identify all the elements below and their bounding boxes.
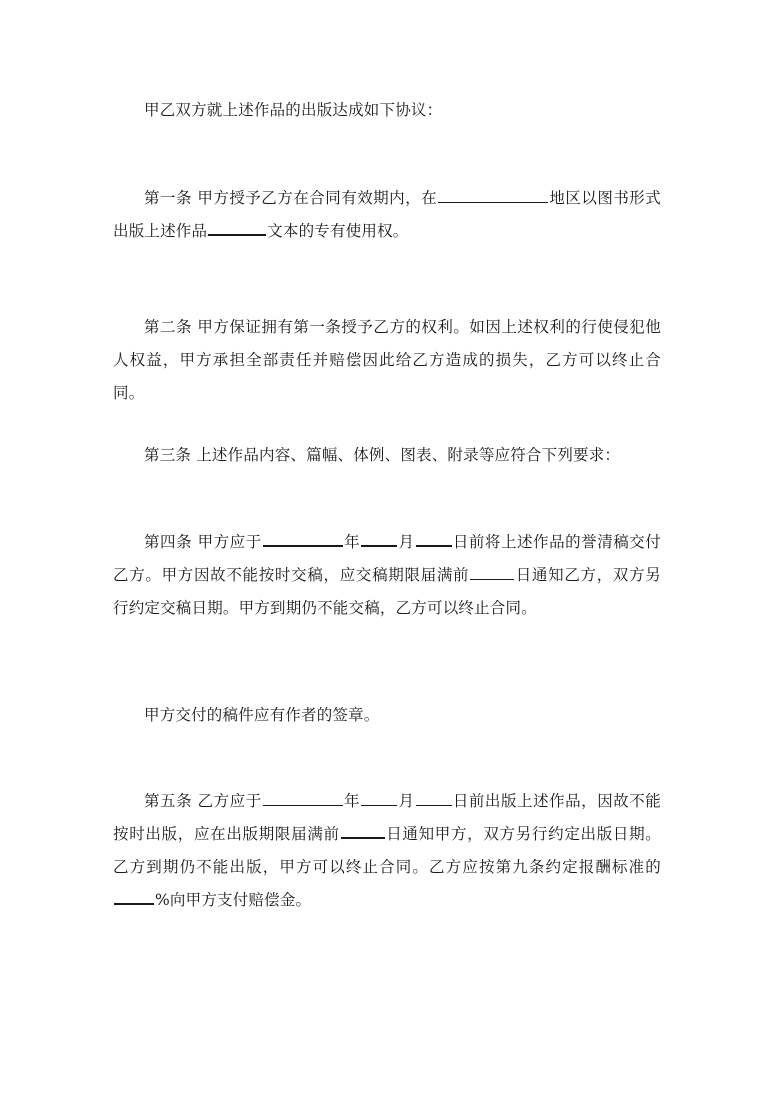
delivery-month-blank (361, 530, 397, 547)
delivery-day-blank (416, 530, 452, 547)
clause-5-year-label: 年 (343, 792, 361, 810)
region-blank (438, 187, 548, 203)
publish-day-blank (416, 790, 452, 806)
signature-note: 甲方交付的稿件应有作者的签章。 (144, 706, 380, 724)
clause-5-text-a: 第五条 乙方应于 (144, 792, 262, 810)
publish-year-blank (263, 790, 343, 806)
clause-5-text-e: 日通知甲方，双方另行约定出版日期。乙方到期仍不能出版，甲方可以终止合同。乙方应按第九条约定报酬标准的 (113, 825, 661, 876)
clause-4-text-a: 第四条 甲方应于 (144, 533, 262, 551)
clause-4-year-label: 年 (343, 533, 361, 551)
publish-notice-days-blank (341, 822, 385, 839)
publish-month-blank (361, 790, 397, 806)
clause-2: 第二条 甲方保证拥有第一条授予乙方的权利。如因上述权利的行使侵犯他人权益，甲方承担全部责任并赔偿因此给乙方造成的损失，乙方可以终止合同。 (113, 318, 661, 402)
clause-4 (113, 526, 661, 625)
clause-4-text-d: 日前将上述作品的誉清稿交付乙方。甲方因故不能按时交稿，应交稿期限届满前 (113, 533, 662, 584)
clause-5 (113, 785, 661, 917)
clause-5-month-label: 月 (398, 792, 415, 810)
clause-3: 第三条 上述作品内容、篇幅、体例、图表、附录等应符合下列要求： (144, 446, 621, 464)
language-blank (208, 219, 266, 236)
compensation-percent-blank (114, 888, 154, 905)
delivery-year-blank (263, 530, 343, 547)
clause-1-text-a: 第一条 甲方授予乙方在合同有效期内，在 (144, 189, 438, 207)
clause-5-text-f: %向甲方支付赔偿金。 (155, 891, 312, 909)
intro-paragraph: 甲乙双方就上述作品的出版达成如下协议： (144, 101, 443, 119)
clause-1-text-b: 地区以图书形式出版上述作品 (113, 189, 661, 240)
clause-5-text-d: 日前出版上述作品，因故不能按时出版，应在出版期限届满前 (113, 792, 662, 843)
notice-days-blank (470, 564, 514, 580)
clause-4-text-e: 日通知乙方，双方另行约定交稿日期。甲方到期仍不能交稿，乙方可以终止合同。 (113, 566, 661, 617)
clause-1-text-c: 文本的专有使用权。 (267, 222, 409, 240)
clause-1 (113, 182, 661, 248)
clause-4-month-label: 月 (398, 533, 415, 551)
